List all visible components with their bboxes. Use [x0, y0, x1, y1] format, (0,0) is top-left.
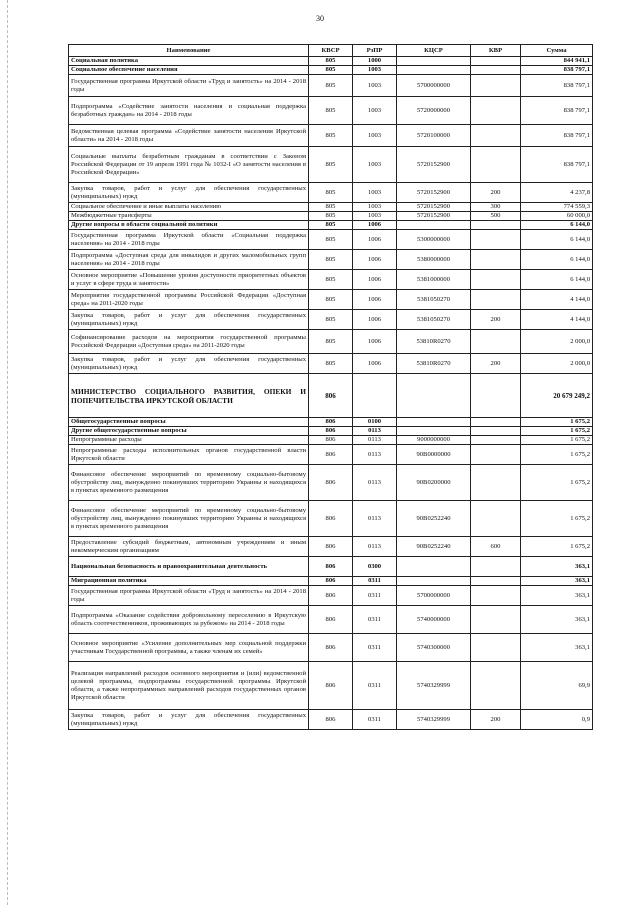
row-kvr [471, 586, 521, 606]
row-kvsr: 805 [309, 354, 353, 374]
table-row [69, 606, 593, 634]
row-kvr [471, 662, 521, 710]
table-row [69, 66, 593, 75]
row-rzpr: 1006 [353, 310, 397, 330]
table-row [69, 75, 593, 97]
row-rzpr: 1006 [353, 290, 397, 310]
row-kvsr: 805 [309, 290, 353, 310]
row-kvr [471, 445, 521, 465]
row-rzpr: 0113 [353, 427, 397, 436]
row-name: Реализация направлений расходов основного мероприятия и (или) ведомственной целевой программы, подпрограммы государственной программы Иркутской области, а также непрограммных направлений расходов государственных органов Иркутской области [69, 662, 309, 710]
row-name: Финансовое обеспечение мероприятий по временному социально-бытовому обустройству лиц, вынужденно покинувших территорию Украины и находящихся в пунктах временного размещения [69, 501, 309, 537]
row-name: Ведомственная целевая программа «Содействие занятости населения Иркутской области» на 2014 - 2018 годы [69, 125, 309, 147]
row-kvr: 200 [471, 354, 521, 374]
row-kvr: 500 [471, 212, 521, 221]
row-kvsr: 806 [309, 577, 353, 586]
row-sum: 2 000,0 [521, 330, 593, 354]
row-kcsr: 5380000000 [397, 250, 471, 270]
binding-margin-line [7, 0, 9, 905]
row-kvsr: 806 [309, 634, 353, 662]
row-kcsr: 5720152900 [397, 203, 471, 212]
row-sum: 1 675,2 [521, 418, 593, 427]
row-kvr [471, 250, 521, 270]
row-sum: 4 237,8 [521, 183, 593, 203]
row-kcsr: 5381000000 [397, 270, 471, 290]
row-sum: 2 000,0 [521, 354, 593, 374]
row-rzpr: 0113 [353, 445, 397, 465]
row-kvr [471, 436, 521, 445]
row-kvsr: 805 [309, 97, 353, 125]
row-sum: 838 797,1 [521, 147, 593, 183]
row-kvr [471, 97, 521, 125]
row-sum: 1 675,2 [521, 427, 593, 436]
row-kcsr: 5720152900 [397, 147, 471, 183]
row-kvsr: 806 [309, 537, 353, 557]
row-kvr [471, 427, 521, 436]
row-name: Финансовое обеспечение мероприятий по временному социально-бытовому обустройству лиц, вынужденно покинувших территорию Украины и находящихся в пунктах временного размещения [69, 465, 309, 501]
row-name: Социальная политика [69, 57, 309, 66]
row-sum: 1 675,2 [521, 465, 593, 501]
budget-table [68, 44, 593, 730]
row-kcsr: 5300000000 [397, 230, 471, 250]
table-row [69, 290, 593, 310]
row-rzpr: 0100 [353, 418, 397, 427]
table-row [69, 537, 593, 557]
table-row [69, 662, 593, 710]
row-rzpr: 1006 [353, 250, 397, 270]
row-name: Социальное обеспечение и иные выплаты населению [69, 203, 309, 212]
row-kvr [471, 147, 521, 183]
row-kcsr [397, 418, 471, 427]
row-kvsr: 806 [309, 662, 353, 710]
header-rzpr: РзПР [353, 45, 397, 57]
row-name: Закупка товаров, работ и услуг для обеспечения государственных (муниципальных) нужд [69, 310, 309, 330]
table-row [69, 125, 593, 147]
row-rzpr: 0113 [353, 501, 397, 537]
row-kvsr: 806 [309, 418, 353, 427]
row-sum: 6 144,0 [521, 250, 593, 270]
row-name: Межбюджетные трансферты [69, 212, 309, 221]
table-row [69, 586, 593, 606]
row-rzpr: 1006 [353, 330, 397, 354]
row-rzpr: 0113 [353, 537, 397, 557]
row-kvr: 300 [471, 203, 521, 212]
row-kvsr: 805 [309, 330, 353, 354]
table-row [69, 250, 593, 270]
header-sum: Сумма [521, 45, 593, 57]
row-sum: 4 144,0 [521, 310, 593, 330]
row-kvr [471, 330, 521, 354]
row-rzpr: 0311 [353, 662, 397, 710]
row-rzpr: 0311 [353, 634, 397, 662]
row-name: МИНИСТЕРСТВО СОЦИАЛЬНОГО РАЗВИТИЯ, ОПЕКИ И ПОПЕЧИТЕЛЬСТВА ИРКУТСКОЙ ОБЛАСТИ [69, 374, 309, 418]
header-name: Наименование [69, 45, 309, 57]
row-name: Основное мероприятие «Повышение уровня доступности приоритетных объектов и услуг в сфере труда и занятости» [69, 270, 309, 290]
row-kvsr: 805 [309, 66, 353, 75]
row-sum: 363,1 [521, 586, 593, 606]
row-sum: 363,1 [521, 606, 593, 634]
table-row [69, 310, 593, 330]
page-number: 30 [316, 14, 324, 23]
row-kcsr: 5740329999 [397, 662, 471, 710]
row-sum: 20 679 249,2 [521, 374, 593, 418]
row-kcsr: 5700000000 [397, 75, 471, 97]
table-row [69, 501, 593, 537]
row-kvr [471, 57, 521, 66]
table-row [69, 212, 593, 221]
row-sum: 838 797,1 [521, 97, 593, 125]
row-name: Непрограммные расходы [69, 436, 309, 445]
row-kcsr [397, 577, 471, 586]
row-kvr [471, 606, 521, 634]
row-kcsr: 5720152900 [397, 212, 471, 221]
row-name: Социальное обеспечение населения [69, 66, 309, 75]
row-kvsr: 805 [309, 270, 353, 290]
row-sum: 6 144,0 [521, 221, 593, 230]
row-sum: 4 144,0 [521, 290, 593, 310]
row-kvsr: 805 [309, 230, 353, 250]
row-kcsr: 90В0252240 [397, 501, 471, 537]
row-sum: 1 675,2 [521, 436, 593, 445]
table-row [69, 445, 593, 465]
row-rzpr: 0311 [353, 710, 397, 730]
row-kvsr: 805 [309, 310, 353, 330]
row-rzpr: 1006 [353, 230, 397, 250]
row-kcsr: 5740300000 [397, 634, 471, 662]
table-row [69, 230, 593, 250]
table-row [69, 183, 593, 203]
header-kvsr: КВСР [309, 45, 353, 57]
row-kvr [471, 66, 521, 75]
row-kcsr [397, 221, 471, 230]
row-kvr [471, 270, 521, 290]
row-rzpr: 1003 [353, 147, 397, 183]
row-kvr [471, 501, 521, 537]
row-kvsr: 805 [309, 147, 353, 183]
row-kvr [471, 465, 521, 501]
row-name: Социальные выплаты безработным гражданам в соответствии с Законом Российской Федерации от 19 апреля 1991 года № 1032-I «О занятости населения в Российской Федерации» [69, 147, 309, 183]
row-sum: 0,9 [521, 710, 593, 730]
row-rzpr: 1003 [353, 75, 397, 97]
table-row [69, 427, 593, 436]
row-kvsr: 806 [309, 586, 353, 606]
row-kvsr: 805 [309, 125, 353, 147]
row-kvsr: 805 [309, 57, 353, 66]
row-kvr: 200 [471, 310, 521, 330]
row-name: Подпрограмма «Оказание содействия добровольному переселению в Иркутскую область соотечественников, проживающих за рубежом» на 2014 - 2018 годы [69, 606, 309, 634]
row-kvr [471, 125, 521, 147]
row-name: Предоставление субсидий бюджетным, автономным учреждениям и иным некоммерческим организациям [69, 537, 309, 557]
table-row [69, 57, 593, 66]
table-row [69, 203, 593, 212]
row-sum: 838 797,1 [521, 75, 593, 97]
row-kvr [471, 290, 521, 310]
row-kvr [471, 577, 521, 586]
row-name: Государственная программа Иркутской области «Труд и занятость» на 2014 - 2018 годы [69, 586, 309, 606]
table-row [69, 557, 593, 577]
row-rzpr [353, 374, 397, 418]
row-rzpr: 1006 [353, 270, 397, 290]
row-sum: 1 675,2 [521, 537, 593, 557]
row-kcsr: 53810R0270 [397, 330, 471, 354]
row-name: Государственная программа Иркутской области «Труд и занятость» на 2014 - 2018 годы [69, 75, 309, 97]
table-header [69, 45, 593, 57]
row-kcsr [397, 374, 471, 418]
row-kvsr: 806 [309, 436, 353, 445]
row-kvr [471, 221, 521, 230]
row-kvsr: 805 [309, 183, 353, 203]
table-row [69, 710, 593, 730]
row-kvsr: 805 [309, 221, 353, 230]
row-rzpr: 0113 [353, 465, 397, 501]
table-row [69, 330, 593, 354]
row-rzpr: 1003 [353, 183, 397, 203]
table-row [69, 270, 593, 290]
row-sum: 69,9 [521, 662, 593, 710]
row-rzpr: 1003 [353, 212, 397, 221]
row-kcsr: 90В0252240 [397, 537, 471, 557]
row-kvsr: 806 [309, 427, 353, 436]
row-name: Софинансирование расходов на мероприятия государственной программы Российской Федерации «Доступная среда» на 2011-2020 годы [69, 330, 309, 354]
table-row [69, 354, 593, 374]
table-row [69, 577, 593, 586]
row-sum: 363,1 [521, 634, 593, 662]
table-row [69, 634, 593, 662]
row-kvr [471, 634, 521, 662]
row-kvsr: 806 [309, 557, 353, 577]
row-rzpr: 1003 [353, 203, 397, 212]
row-kvsr: 806 [309, 465, 353, 501]
row-kvsr: 805 [309, 250, 353, 270]
row-rzpr: 0113 [353, 436, 397, 445]
row-kcsr: 53810R0270 [397, 354, 471, 374]
row-name: Подпрограмма «Содействие занятости населения и социальная поддержка безработных граждан» на 2014 - 2018 годы [69, 97, 309, 125]
row-kvr: 200 [471, 710, 521, 730]
row-kcsr: 90В0200000 [397, 465, 471, 501]
row-kcsr: 5740000000 [397, 606, 471, 634]
row-name: Мероприятия государственной программы Российской Федерации «Доступная среда» на 2011-2020 годы [69, 290, 309, 310]
row-name: Закупка товаров, работ и услуг для обеспечения государственных (муниципальных) нужд [69, 710, 309, 730]
table-row [69, 147, 593, 183]
table-row [69, 436, 593, 445]
row-rzpr: 1003 [353, 66, 397, 75]
row-rzpr: 0300 [353, 557, 397, 577]
row-kcsr [397, 557, 471, 577]
row-kvr [471, 374, 521, 418]
row-sum: 6 144,0 [521, 230, 593, 250]
row-rzpr: 1000 [353, 57, 397, 66]
row-kvr: 600 [471, 537, 521, 557]
row-sum: 1 675,2 [521, 445, 593, 465]
row-sum: 838 797,1 [521, 125, 593, 147]
row-sum: 6 144,0 [521, 270, 593, 290]
row-rzpr: 1003 [353, 97, 397, 125]
row-kvsr: 805 [309, 203, 353, 212]
row-rzpr: 1006 [353, 221, 397, 230]
row-kcsr [397, 66, 471, 75]
row-name: Национальная безопасность и правоохранительная деятельность [69, 557, 309, 577]
row-rzpr: 0311 [353, 577, 397, 586]
row-sum: 774 559,3 [521, 203, 593, 212]
row-kcsr: 5381050270 [397, 290, 471, 310]
header-kcsr: КЦСР [397, 45, 471, 57]
row-name: Другие вопросы в области социальной политики [69, 221, 309, 230]
row-kcsr: 5720100000 [397, 125, 471, 147]
row-name: Миграционная политика [69, 577, 309, 586]
row-kcsr [397, 57, 471, 66]
row-kvr: 200 [471, 183, 521, 203]
row-kvr [471, 75, 521, 97]
table-row [69, 418, 593, 427]
row-kcsr [397, 427, 471, 436]
row-sum: 844 941,1 [521, 57, 593, 66]
row-kcsr: 5700000000 [397, 586, 471, 606]
row-kcsr: 90В0000000 [397, 445, 471, 465]
row-name: Подпрограмма «Доступная среда для инвалидов и других маломобильных групп населения» на 2014 - 2018 годы [69, 250, 309, 270]
row-kvsr: 806 [309, 606, 353, 634]
header-kvr: КВР [471, 45, 521, 57]
row-name: Закупка товаров, работ и услуг для обеспечения государственных (муниципальных) нужд [69, 183, 309, 203]
table-row [69, 465, 593, 501]
row-kcsr: 5740329999 [397, 710, 471, 730]
row-name: Государственная программа Иркутской области «Социальная поддержка населения» на 2014 - 2018 годы [69, 230, 309, 250]
row-name: Другие общегосударственные вопросы [69, 427, 309, 436]
row-kvsr: 805 [309, 75, 353, 97]
row-rzpr: 0311 [353, 606, 397, 634]
row-name: Основное мероприятие «Усиление дополнительных мер социальной поддержки участникам Государственной программы, а также членам их семей» [69, 634, 309, 662]
row-kvr [471, 418, 521, 427]
row-kcsr: 5720152900 [397, 183, 471, 203]
table-row [69, 97, 593, 125]
row-sum: 838 797,1 [521, 66, 593, 75]
row-kcsr: 9000000000 [397, 436, 471, 445]
row-sum: 363,1 [521, 577, 593, 586]
row-kvsr: 806 [309, 710, 353, 730]
row-kcsr: 5720000000 [397, 97, 471, 125]
row-kcsr: 5381050270 [397, 310, 471, 330]
row-sum: 1 675,2 [521, 501, 593, 537]
row-name: Закупка товаров, работ и услуг для обеспечения государственных (муниципальных) нужд [69, 354, 309, 374]
row-kvsr: 806 [309, 501, 353, 537]
row-rzpr: 0311 [353, 586, 397, 606]
row-sum: 60 000,0 [521, 212, 593, 221]
row-kvsr: 806 [309, 445, 353, 465]
table-body [69, 57, 593, 730]
row-name: Общегосударственные вопросы [69, 418, 309, 427]
row-kvsr: 806 [309, 374, 353, 418]
row-name: Непрограммные расходы исполнительных органов государственной власти Иркутской области [69, 445, 309, 465]
row-kvsr: 805 [309, 212, 353, 221]
row-rzpr: 1006 [353, 354, 397, 374]
table-row [69, 221, 593, 230]
row-sum: 363,1 [521, 557, 593, 577]
row-rzpr: 1003 [353, 125, 397, 147]
table-row [69, 374, 593, 418]
row-kvr [471, 230, 521, 250]
row-kvr [471, 557, 521, 577]
